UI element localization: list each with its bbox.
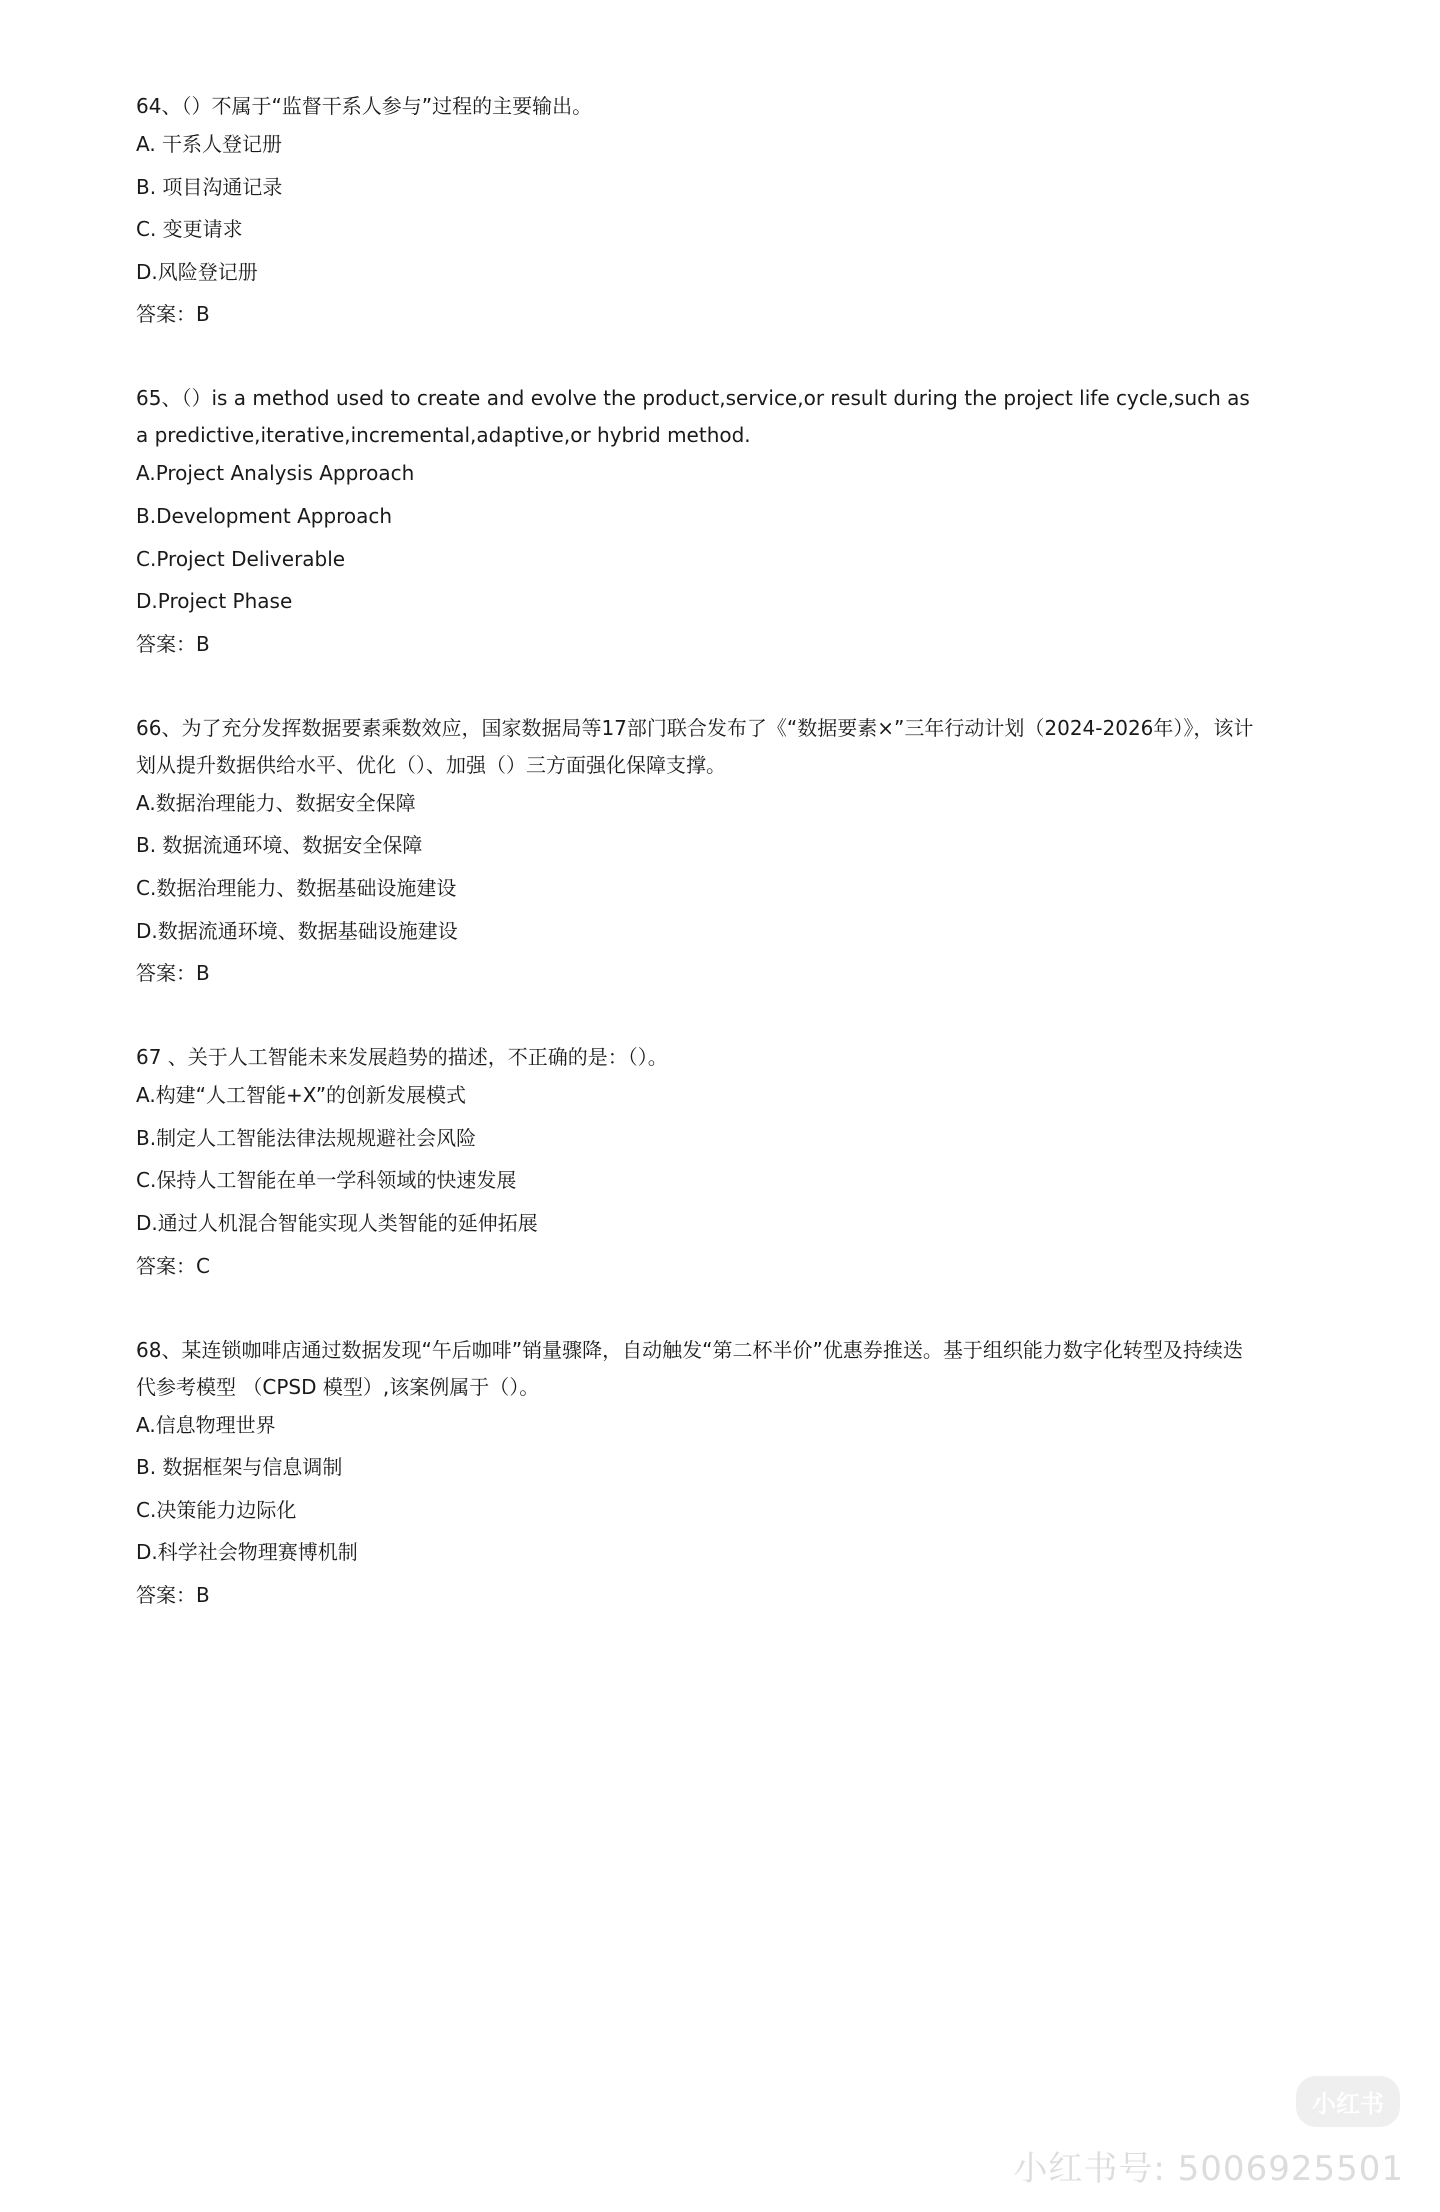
answer: 答案：B [136,1582,210,1607]
answer: 答案：C [136,1253,210,1278]
question-stem: 67 、关于人工智能未来发展趋势的描述，不正确的是：（）。 [136,1045,668,1070]
watermark-id: 小红书号: 5006925501 [1013,2149,1404,2189]
question-stem: 68、某连锁咖啡店通过数据发现“午后咖啡”销量骤降，自动触发“第二杯半价”优惠券推送。基于组织能力数字化转型及持续迭代参考模型 （CPSD 模型）,该案例属于（）。 [136,1337,1243,1399]
option-c: C.数据治理能力、数据基础设施建设 [136,875,457,900]
question-stem: 65、（）is a method used to create and evolve the product,service,or result during the project life cycle,such as a predictive,iterative,incremental,adaptive,or hybrid method. [136,386,1250,448]
answer: 答案：B [136,631,210,656]
question-68 [136,1332,1256,1609]
option-a: A.Project Analysis Approach [136,461,415,486]
watermark [1013,2076,1404,2190]
question-64 [136,88,1256,328]
watermark-logo: 小红书 [1296,2076,1400,2127]
question-67 [136,1039,1256,1279]
option-c: C.决策能力边际化 [136,1497,297,1522]
option-d: D.科学社会物理赛博机制 [136,1540,358,1565]
option-b: B. 数据流通环境、数据安全保障 [136,833,423,858]
answer: 答案：B [136,961,210,986]
option-d: D.Project Phase [136,589,293,614]
option-d: D.数据流通环境、数据基础设施建设 [136,918,458,943]
option-a: A.数据治理能力、数据安全保障 [136,790,416,815]
answer: 答案：B [136,302,210,327]
option-a: A.构建“人工智能+X”的创新发展模式 [136,1083,467,1108]
option-a: A.信息物理世界 [136,1412,276,1437]
option-b: B.Development Approach [136,503,393,528]
option-c: C.保持人工智能在单一学科领域的快速发展 [136,1168,517,1193]
option-b: B.制定人工智能法律法规规避社会风险 [136,1125,477,1150]
question-list [136,88,1256,1661]
question-66 [136,710,1256,987]
option-c: C.Project Deliverable [136,546,346,571]
option-b: B. 项目沟通记录 [136,174,283,199]
option-d: D.通过人机混合智能实现人类智能的延伸拓展 [136,1210,538,1235]
option-d: D.风险登记册 [136,259,258,284]
option-a: A. 干系人登记册 [136,132,283,156]
question-stem: 64、（）不属于“监督干系人参与”过程的主要输出。 [136,94,593,118]
option-c: C. 变更请求 [136,217,243,242]
question-stem: 66、为了充分发挥数据要素乘数效应，国家数据局等17部门联合发布了《“数据要素×”三年行动计划（2024-2026年）》，该计划从提升数据供给水平、优化（）、加强（）三方面强化保障支撑。 [136,715,1254,777]
question-65 [136,380,1256,657]
option-b: B. 数据框架与信息调制 [136,1455,343,1480]
